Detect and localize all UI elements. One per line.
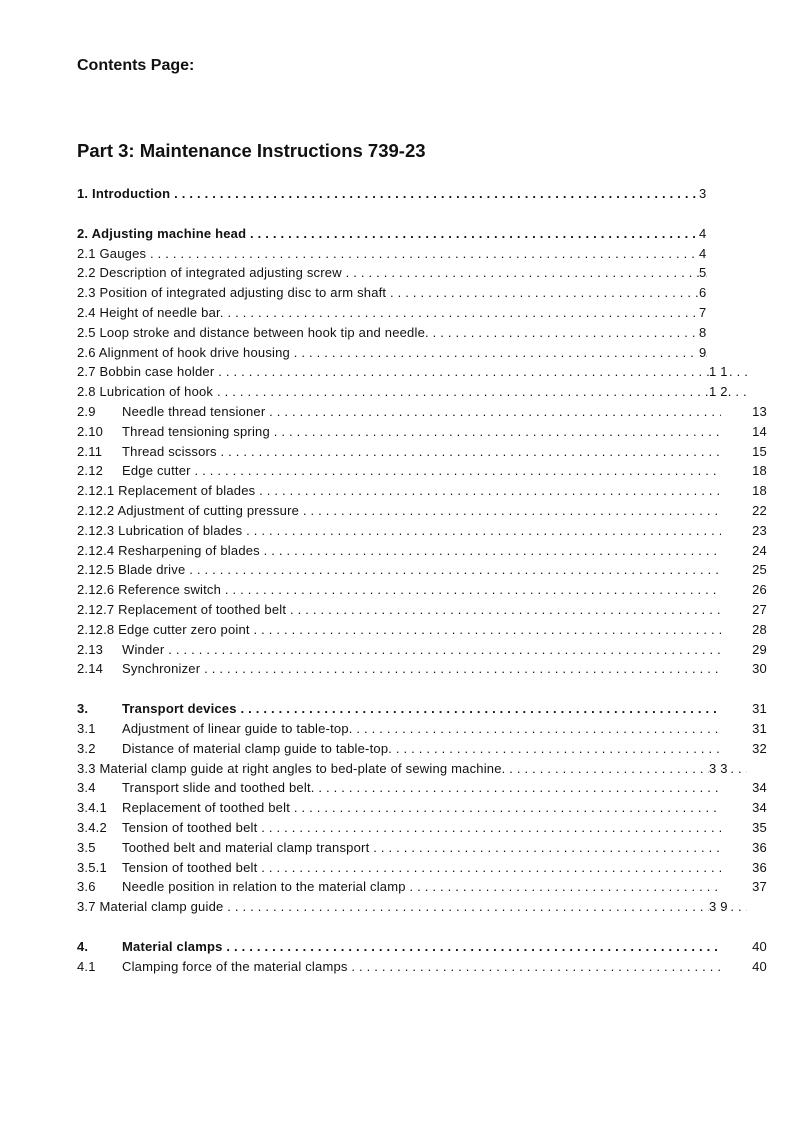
toc-entry-page: 3 bbox=[699, 184, 706, 204]
toc-entry-title: 2.12.4 Resharpening of blades bbox=[77, 542, 260, 558]
part-title: Part 3: Maintenance Instructions 739-23 bbox=[77, 140, 426, 161]
toc-entry-page: 4 bbox=[699, 224, 706, 244]
toc-entry-label bbox=[77, 699, 721, 719]
toc-entry-page: 1 1 bbox=[709, 362, 728, 382]
toc-entry[interactable] bbox=[77, 640, 767, 660]
toc-entry-number: 2.14 bbox=[77, 661, 104, 677]
toc-entry-title: 2.4 Height of needle bar. bbox=[77, 304, 224, 320]
toc-entry-label bbox=[77, 560, 721, 580]
toc-entry-label bbox=[77, 877, 721, 897]
toc-entry-page: 18 bbox=[727, 481, 767, 501]
toc-entry-page: 26 bbox=[727, 580, 767, 600]
toc-entry[interactable] bbox=[77, 422, 767, 442]
toc-entry-label bbox=[77, 739, 721, 759]
toc-entry-page: 36 bbox=[727, 858, 767, 878]
toc-entry[interactable] bbox=[77, 481, 767, 501]
toc-entry-page: 31 bbox=[727, 699, 767, 719]
toc-entry-label bbox=[77, 798, 721, 818]
toc-entry-title: Replacement of toothed belt bbox=[122, 800, 291, 816]
toc-entry[interactable] bbox=[77, 382, 767, 402]
toc-entry-label bbox=[77, 422, 721, 442]
toc-entry-page: 31 bbox=[727, 719, 767, 739]
toc-entry-label bbox=[77, 818, 721, 838]
toc-entry[interactable] bbox=[77, 560, 767, 580]
toc-entry[interactable] bbox=[77, 303, 767, 323]
toc-entry-title: 2.12.1 Replacement of blades bbox=[77, 483, 256, 499]
section-gap bbox=[77, 679, 767, 699]
toc-entry-title: 2.8 Lubrication of hook bbox=[77, 384, 214, 400]
toc-entry-page: 18 bbox=[727, 461, 767, 481]
toc-entry[interactable] bbox=[77, 798, 767, 818]
toc-entry-label bbox=[77, 937, 721, 957]
toc-entry[interactable] bbox=[77, 957, 767, 977]
toc-entry-page: 13 bbox=[727, 402, 767, 422]
toc-entry-title: Needle position in relation to the material clamp bbox=[122, 879, 406, 895]
toc-entry[interactable] bbox=[77, 402, 767, 422]
toc-entry-label bbox=[77, 897, 747, 917]
toc-entry-label bbox=[77, 382, 747, 402]
toc-entry-label bbox=[77, 263, 707, 283]
toc-entry-label bbox=[77, 600, 721, 620]
toc-entry-number: 3.2 bbox=[77, 740, 96, 756]
toc-entry-label bbox=[77, 402, 721, 422]
table-of-contents bbox=[77, 184, 767, 976]
toc-entry-title: Distance of material clamp guide to table-top. bbox=[122, 740, 393, 756]
toc-entry-title: Thread scissors bbox=[122, 443, 217, 459]
toc-entry-page: 32 bbox=[727, 739, 767, 759]
toc-entry[interactable] bbox=[77, 362, 767, 382]
toc-entry-title: Transport devices bbox=[122, 701, 237, 717]
toc-entry-label bbox=[77, 481, 721, 501]
toc-entry[interactable] bbox=[77, 501, 767, 521]
toc-entry-title: Transport slide and toothed belt. bbox=[122, 780, 315, 796]
toc-entry-page: 5 bbox=[699, 263, 706, 283]
toc-entry-page: 3 3 bbox=[709, 759, 728, 779]
toc-entry[interactable] bbox=[77, 659, 767, 679]
toc-entry-page: 28 bbox=[727, 620, 767, 640]
toc-entry-title: 2.12.6 Reference switch bbox=[77, 582, 222, 598]
toc-entry-label bbox=[77, 858, 721, 878]
toc-entry-title: 2.12.5 Blade drive bbox=[77, 562, 186, 578]
toc-entry[interactable] bbox=[77, 244, 767, 264]
toc-entry-number: 2.13 bbox=[77, 641, 104, 657]
toc-entry[interactable] bbox=[77, 184, 767, 204]
toc-entry[interactable] bbox=[77, 263, 767, 283]
toc-entry-title: 2.1 Gauges bbox=[77, 245, 147, 261]
toc-entry-page: 30 bbox=[727, 659, 767, 679]
toc-entry[interactable] bbox=[77, 620, 767, 640]
toc-entry-page: 4 bbox=[699, 244, 706, 264]
toc-entry-label bbox=[77, 580, 721, 600]
toc-entry[interactable] bbox=[77, 937, 767, 957]
toc-entry-page: 24 bbox=[727, 541, 767, 561]
toc-entry-page: 9 bbox=[699, 343, 706, 363]
toc-entry-page: 37 bbox=[727, 877, 767, 897]
toc-entry-number: 2.10 bbox=[77, 423, 104, 439]
toc-entry[interactable] bbox=[77, 838, 767, 858]
toc-entry-title: 2.3 Position of integrated adjusting disc to arm shaft bbox=[77, 285, 387, 301]
toc-entry-number: 4. bbox=[77, 938, 89, 954]
toc-entry-number: 4.1 bbox=[77, 958, 96, 974]
toc-entry-number: 2.11 bbox=[77, 443, 103, 459]
toc-entry-label bbox=[77, 244, 707, 264]
toc-entry-page: 22 bbox=[727, 501, 767, 521]
toc-entry-label bbox=[77, 759, 747, 779]
toc-entry-number: 2.12 bbox=[77, 463, 104, 479]
toc-entry[interactable] bbox=[77, 818, 767, 838]
toc-entry-title: 2.2 Description of integrated adjusting screw bbox=[77, 265, 342, 281]
toc-entry-title: 2. Adjusting machine head bbox=[77, 225, 247, 241]
toc-entry-label bbox=[77, 303, 707, 323]
toc-entry-title: 3.3 Material clamp guide at right angles to bed-plate of sewing machine. bbox=[77, 760, 506, 776]
toc-entry-label bbox=[77, 442, 721, 462]
toc-entry-page: 14 bbox=[727, 422, 767, 442]
toc-entry-title: 2.12.3 Lubrication of blades bbox=[77, 522, 243, 538]
toc-entry-page: 3 9 bbox=[709, 897, 728, 917]
toc-entry-page: 23 bbox=[727, 521, 767, 541]
toc-entry-title: Thread tensioning spring bbox=[122, 423, 270, 439]
toc-entry-title: 2.7 Bobbin case holder bbox=[77, 364, 215, 380]
toc-entry-page: 36 bbox=[727, 838, 767, 858]
toc-entry-title: 2.6 Alignment of hook drive housing bbox=[77, 344, 290, 360]
toc-entry-label bbox=[77, 778, 721, 798]
toc-entry-page: 1 2 bbox=[709, 382, 728, 402]
toc-entry-page: 8 bbox=[699, 323, 706, 343]
toc-entry-title: Tension of toothed belt bbox=[122, 819, 258, 835]
toc-entry[interactable] bbox=[77, 323, 767, 343]
toc-entry-title: Tension of toothed belt bbox=[122, 859, 258, 875]
section-gap bbox=[77, 917, 767, 937]
toc-entry[interactable] bbox=[77, 600, 767, 620]
toc-entry-label bbox=[77, 224, 707, 244]
toc-entry-number: 3.4 bbox=[77, 780, 96, 796]
toc-entry[interactable] bbox=[77, 541, 767, 561]
toc-entry-label bbox=[77, 719, 721, 739]
toc-entry-number: 3.4.1 bbox=[77, 800, 107, 816]
page-heading: Contents Page: bbox=[77, 57, 195, 74]
toc-entry-page: 34 bbox=[727, 778, 767, 798]
toc-entry-title: 2.12.8 Edge cutter zero point bbox=[77, 621, 250, 637]
toc-entry[interactable] bbox=[77, 897, 767, 917]
toc-entry-label bbox=[77, 521, 721, 541]
toc-entry-page: 34 bbox=[727, 798, 767, 818]
toc-entry-number: 3.5.1 bbox=[77, 859, 107, 875]
toc-entry-label bbox=[77, 541, 721, 561]
toc-entry[interactable] bbox=[77, 759, 767, 779]
toc-entry-label bbox=[77, 620, 721, 640]
toc-entry[interactable] bbox=[77, 521, 767, 541]
toc-entry-number: 3.1 bbox=[77, 720, 96, 736]
toc-entry[interactable] bbox=[77, 858, 767, 878]
toc-entry-number: 3.5 bbox=[77, 839, 96, 855]
toc-entry[interactable] bbox=[77, 719, 767, 739]
toc-entry-label bbox=[77, 343, 707, 363]
toc-entry-label bbox=[77, 640, 721, 660]
toc-entry-title: 2.12.7 Replacement of toothed belt bbox=[77, 601, 287, 617]
toc-entry-page: 15 bbox=[727, 442, 767, 462]
toc-entry-page: 29 bbox=[727, 640, 767, 660]
toc-entry-title: Synchronizer bbox=[122, 661, 201, 677]
toc-entry-page: 7 bbox=[699, 303, 706, 323]
toc-entry-title: Toothed belt and material clamp transport bbox=[122, 839, 370, 855]
toc-entry-title: 2.5 Loop stroke and distance between hook tip and needle. bbox=[77, 324, 429, 340]
toc-entry[interactable] bbox=[77, 580, 767, 600]
toc-entry-title: Needle thread tensioner bbox=[122, 403, 266, 419]
toc-entry-label bbox=[77, 461, 721, 481]
toc-entry-number: 2.9 bbox=[77, 403, 96, 419]
toc-entry-number: 3. bbox=[77, 701, 89, 717]
toc-entry[interactable] bbox=[77, 778, 767, 798]
toc-entry-label bbox=[77, 659, 721, 679]
toc-entry-label bbox=[77, 283, 707, 303]
toc-entry-page: 40 bbox=[727, 957, 767, 977]
toc-entry-label bbox=[77, 957, 721, 977]
toc-entry-label bbox=[77, 323, 707, 343]
toc-entry-label bbox=[77, 838, 721, 858]
toc-entry-title: 3.7 Material clamp guide bbox=[77, 899, 224, 915]
toc-entry-number: 3.6 bbox=[77, 879, 96, 895]
toc-entry-title: Material clamps bbox=[122, 938, 223, 954]
toc-entry-page: 25 bbox=[727, 560, 767, 580]
toc-entry[interactable] bbox=[77, 283, 767, 303]
toc-entry-page: 6 bbox=[699, 283, 706, 303]
toc-entry-label bbox=[77, 184, 707, 204]
toc-entry-number: 3.4.2 bbox=[77, 819, 107, 835]
toc-entry[interactable] bbox=[77, 877, 767, 897]
toc-entry[interactable] bbox=[77, 224, 767, 244]
toc-entry-title: Clamping force of the material clamps bbox=[122, 958, 348, 974]
section-gap bbox=[77, 204, 767, 224]
toc-entry[interactable] bbox=[77, 699, 767, 719]
toc-entry[interactable] bbox=[77, 343, 767, 363]
toc-entry-page: 27 bbox=[727, 600, 767, 620]
toc-entry[interactable] bbox=[77, 461, 767, 481]
toc-entry[interactable] bbox=[77, 739, 767, 759]
toc-entry-page: 40 bbox=[727, 937, 767, 957]
toc-entry-label bbox=[77, 362, 747, 382]
toc-entry-page: 35 bbox=[727, 818, 767, 838]
toc-entry-label bbox=[77, 501, 721, 521]
toc-entry[interactable] bbox=[77, 442, 767, 462]
toc-entry-title: 1. Introduction bbox=[77, 186, 171, 201]
toc-entry-title: 2.12.2 Adjustment of cutting pressure bbox=[77, 502, 300, 518]
toc-entry-title: Adjustment of linear guide to table-top. bbox=[122, 720, 353, 736]
toc-entry-title: Winder bbox=[122, 641, 165, 657]
toc-entry-title: Edge cutter bbox=[122, 463, 191, 479]
